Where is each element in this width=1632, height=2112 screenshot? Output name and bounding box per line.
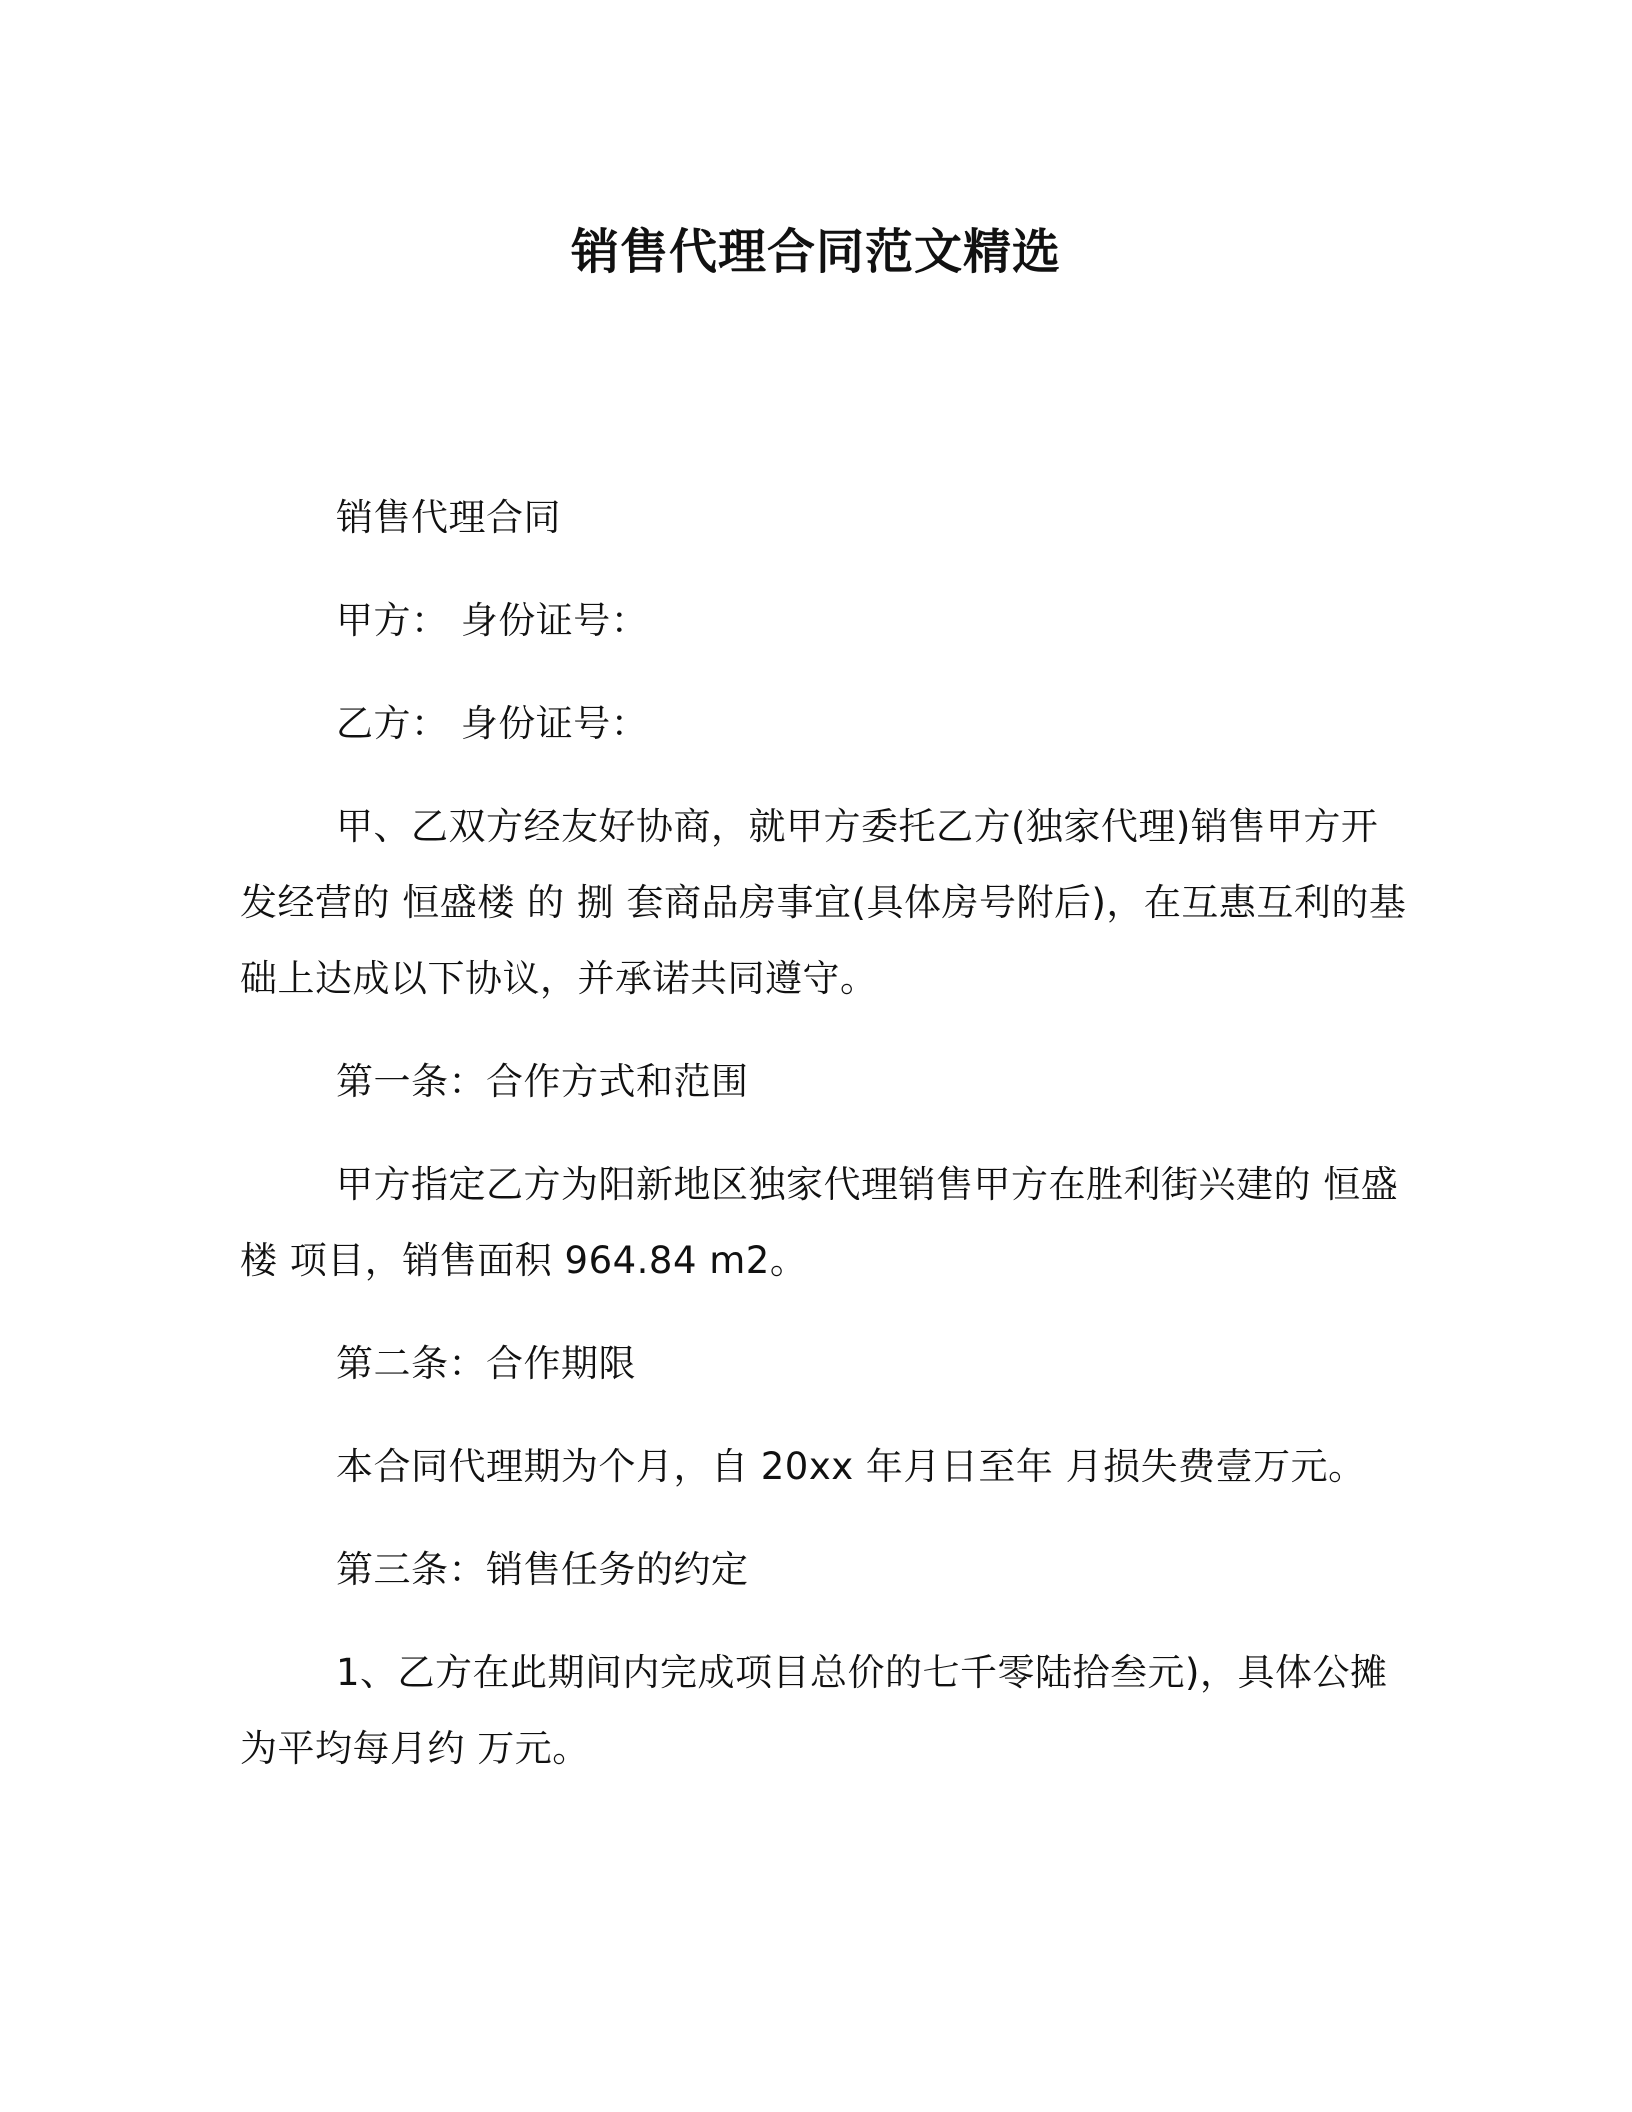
intro-line-2: 发经营的 恒盛楼 的 捌 套商品房事宜(具体房号附后)，在互惠互利的基 (240, 881, 1407, 924)
article-2-line-1: 本合同代理期为个月，自 20xx 年月日至年 月损失费壹万元。 (336, 1445, 1366, 1488)
contract-heading: 销售代理合同 (336, 496, 561, 539)
document-title: 销售代理合同范文精选 (570, 224, 1061, 280)
intro-line-3: 础上达成以下协议，并承诺共同遵守。 (240, 957, 878, 1000)
article-3-line-2: 为平均每月约 万元。 (240, 1727, 590, 1770)
article-3-title: 第三条：销售任务的约定 (336, 1548, 749, 1591)
article-1-line-1: 甲方指定乙方为阳新地区独家代理销售甲方在胜利街兴建的 恒盛 (336, 1163, 1399, 1206)
article-3-line-1: 1、乙方在此期间内完成项目总价的七千零陆拾叁元)，具体公摊 (336, 1651, 1388, 1694)
party-b-line: 乙方： 身份证号： (336, 702, 649, 745)
article-1-line-2: 楼 项目，销售面积 964.84 m2。 (240, 1239, 808, 1282)
article-2-title: 第二条：合作期限 (336, 1342, 636, 1385)
intro-line-1: 甲、乙双方经友好协商，就甲方委托乙方(独家代理)销售甲方开 (336, 805, 1379, 848)
article-1-title: 第一条：合作方式和范围 (336, 1060, 749, 1103)
party-a-line: 甲方： 身份证号： (336, 599, 649, 642)
